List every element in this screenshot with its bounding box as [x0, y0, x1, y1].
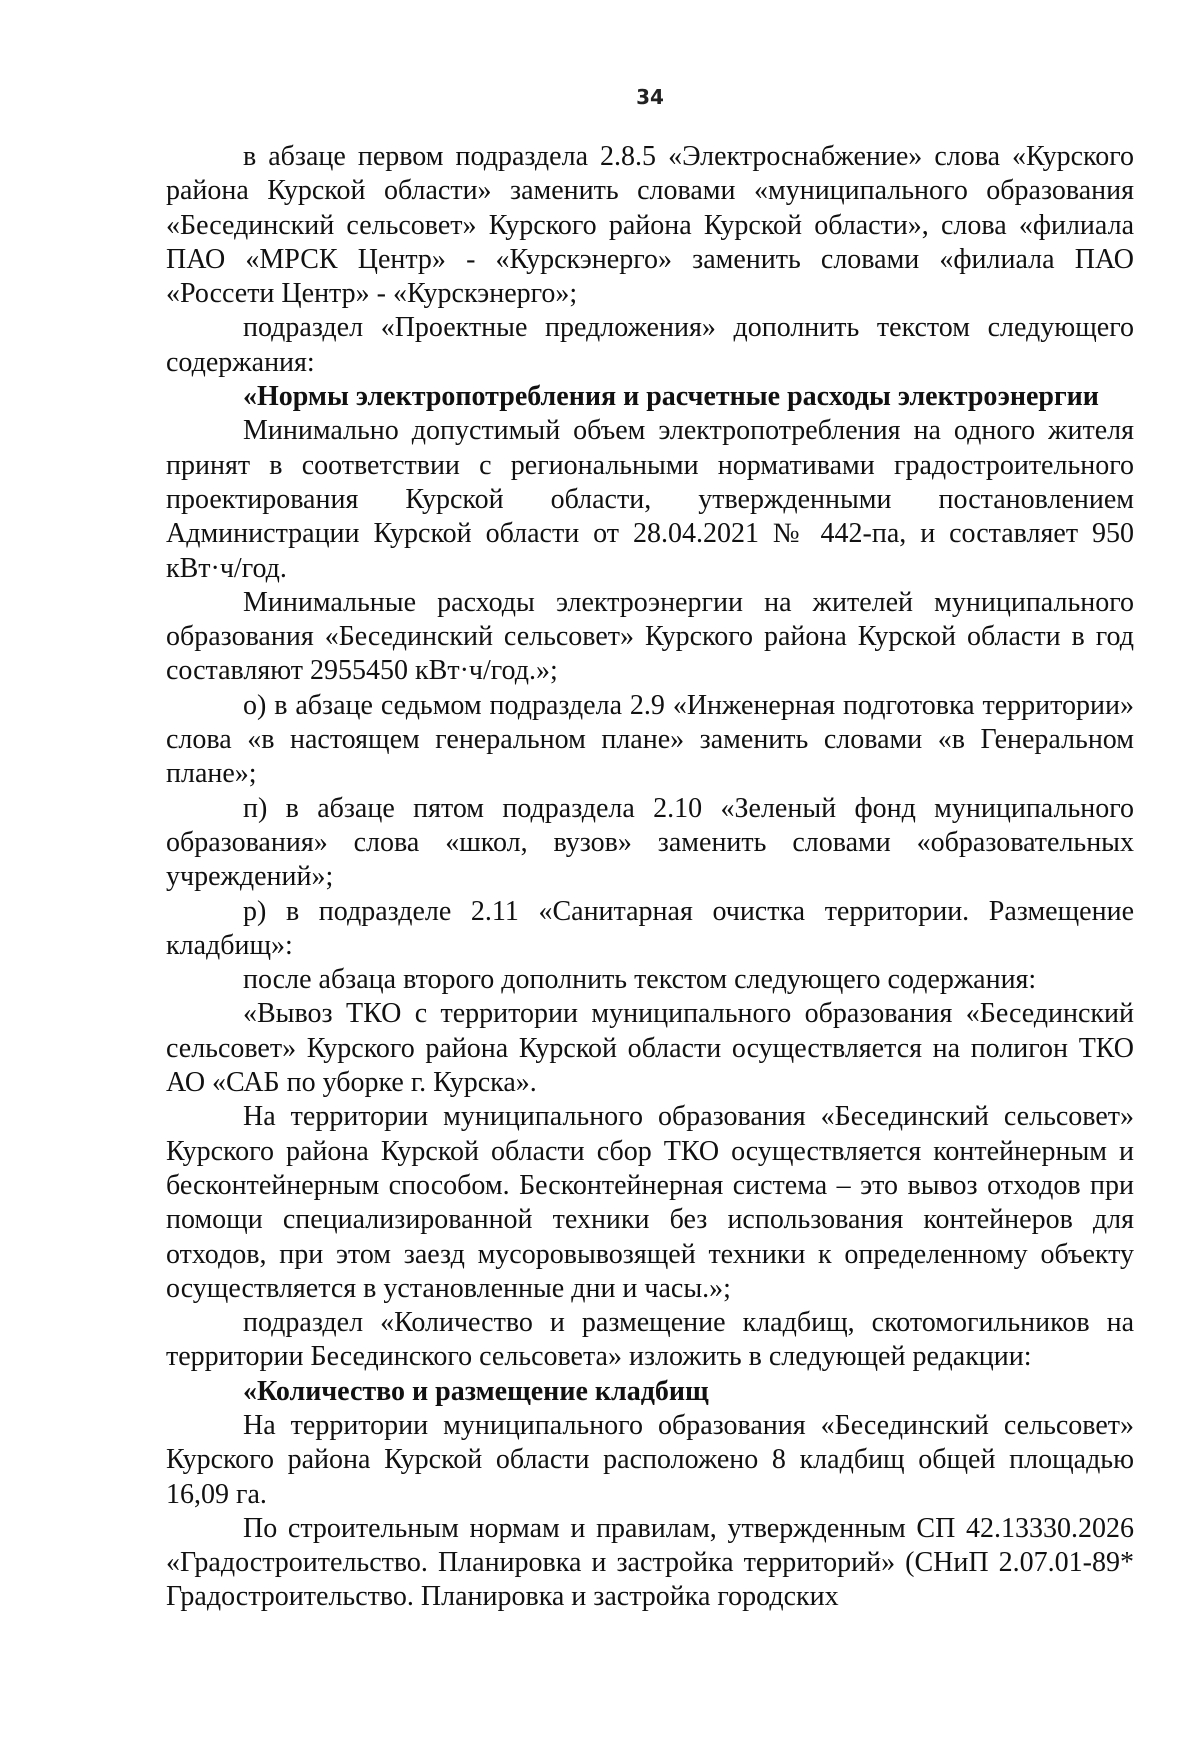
paragraph-item-p: п) в абзаце пятом подраздела 2.10 «Зеленый фонд муниципального образования» слова «школ, вузов» заменить словами «образовательных учреждений»;: [166, 792, 1134, 893]
paragraph-electricity-amendment: в абзаце первом подраздела 2.8.5 «Электроснабжение» слова «Курского района Курской области» заменить словами «муниципального образования «Бесединский сельсовет» Курского района Курской области», слова «филиала ПАО «МРСК Центр» - «Курскэнерго» заменить словами «филиала ПАО «Россети Центр» - «Курскэнерго»;: [166, 141, 1134, 310]
paragraph-after-second: после абзаца второго дополнить текстом следующего содержания:: [243, 964, 1037, 996]
paragraph-waste-collection: На территории муниципального образования «Бесединский сельсовет» Курского района Курской области сбор ТКО осуществляется контейнерным и бесконтейнерным способом. Бесконтейнерная система – это вывоз отходов при помощи специализированной техники без использования контейнеров для отходов, при этом заезд мусоровывозящей техники к определенному объекту осуществляется в установленные дни и часы.»;: [166, 1101, 1134, 1304]
paragraph-cemeteries-count: На территории муниципального образования «Бесединский сельсовет» Курского района Курской области расположено 8 кладбищ общей площадью 16,09 га.: [166, 1409, 1134, 1510]
paragraph-building-norms: По строительным нормам и правилам, утвержденным СП 42.13330.2026 «Градостроительство. Планировка и застройка территорий» (СНиП 2.07.01-89* Градостроительство. Планировка и застройка городских: [166, 1512, 1134, 1613]
paragraph-proposals-addition: подраздел «Проектные предложения» дополнить текстом следующего содержания:: [166, 312, 1134, 378]
paragraph-min-expenses: Минимальные расходы электроэнергии на жителей муниципального образования «Бесединский сельсовет» Курского района Курской области в год составляют 2955450 кВт·ч/год.»;: [166, 586, 1134, 687]
heading-electricity-norms: «Нормы электропотребления и расчетные расходы электроэнергии: [243, 381, 1099, 413]
paragraph-min-consumption: Минимально допустимый объем электропотребления на одного жителя принят в соответствии с региональными нормативами градостроительного проектирования Курской области, утвержденными постановлением Администрации Курской области от 28.04.2021 № 442-па, и составляет 950 кВт·ч/год.: [166, 415, 1134, 584]
paragraph-waste-removal: «Вывоз ТКО с территории муниципального образования «Бесединский сельсовет» Курского района Курской области осуществляется на полигон ТКО АО «САБ по уборке г. Курска».: [166, 998, 1134, 1099]
heading-cemeteries: «Количество и размещение кладбищ: [243, 1375, 709, 1407]
paragraph-item-r: р) в подразделе 2.11 «Санитарная очистка территории. Размещение кладбищ»:: [166, 895, 1134, 961]
page-number: 34: [636, 85, 664, 109]
paragraph-item-o: о) в абзаце седьмом подраздела 2.9 «Инженерная подготовка территории» слова «в настоящем генеральном плане» заменить словами «в Генеральном плане»;: [166, 689, 1134, 790]
paragraph-cemeteries-subsection: подраздел «Количество и размещение кладбищ, скотомогильников на территории Бесединского сельсовета» изложить в следующей редакции:: [166, 1307, 1134, 1373]
document-body: [166, 140, 1134, 1615]
